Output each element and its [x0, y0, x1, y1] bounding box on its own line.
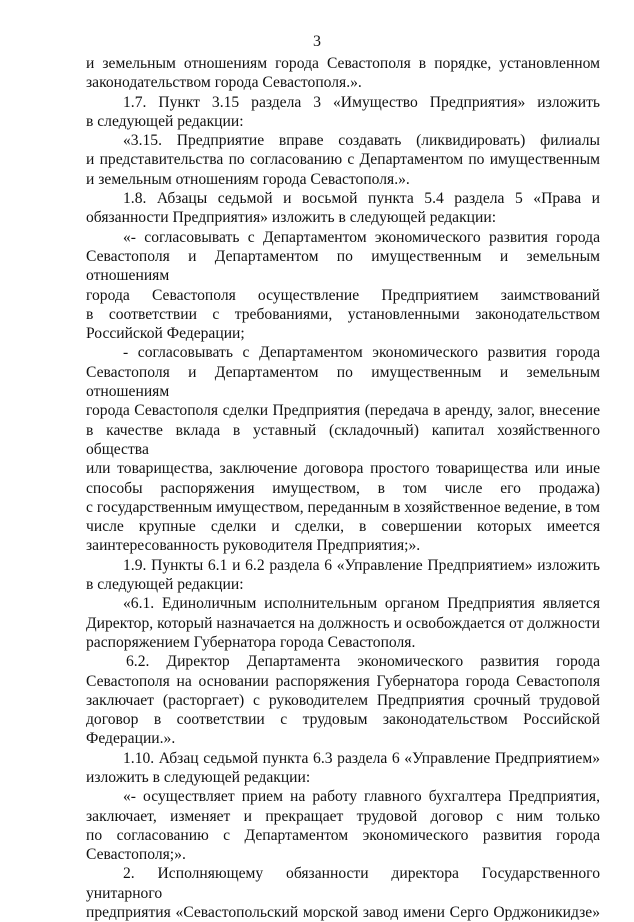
- text-line: Севастополя и Департаментом по имущественным и земельным отношениям: [86, 247, 600, 285]
- text-line: 1.10. Абзац седьмой пункта 6.3 раздела 6 «Управление Предприятием»: [123, 749, 600, 767]
- text-line: изложить в следующей редакции:: [86, 768, 311, 786]
- text-line: в соответствии с требованиями, установленными законодательством: [86, 305, 600, 323]
- text-line: и представительства по согласованию с Департаментом по имущественным: [86, 151, 600, 169]
- text-line: Севастополя на основании распоряжения Губернатора города Севастополя: [86, 672, 600, 690]
- text-line: обязанности Предприятия» изложить в следующей редакции:: [86, 209, 497, 227]
- text-line: способы распоряжения имуществом, в том числе его продажа): [86, 479, 600, 497]
- text-line: 6.2. Директор Департамента экономического развития города: [126, 653, 600, 671]
- text-line: города Севастополя осуществление Предприятием заимствований: [86, 286, 600, 304]
- text-line: города Севастополя сделки Предприятия (передача в аренду, залог, внесение: [86, 402, 600, 420]
- text-line: Российской Федерации;: [86, 325, 245, 343]
- text-line: «6.1. Единоличным исполнительным органом Предприятия является: [123, 595, 600, 613]
- text-line: по согласованию с Департаментом экономического развития города: [86, 826, 600, 844]
- text-line: 1.9. Пункты 6.1 и 6.2 раздела 6 «Управление Предприятием» изложить: [123, 556, 600, 574]
- text-line: Севастополя и Департаментом по имущественным и земельным отношениям: [86, 363, 600, 401]
- document-body: [86, 54, 600, 922]
- text-line: предприятия «Севастопольский морской завод имени Серго Орджоникидзе»: [86, 904, 600, 922]
- text-line: - согласовывать с Департаментом экономического развития города: [123, 344, 600, 362]
- text-line: числе крупные сделки и сделки, в совершении которых имеется: [86, 518, 600, 536]
- text-line: и земельным отношениям города Севастополя.».: [86, 170, 410, 188]
- text-line: или товарищества, заключение договора простого товарищества или иные: [86, 460, 600, 478]
- text-line: распоряжением Губернатора города Севастополя.: [86, 633, 416, 651]
- text-line: «- осуществляет прием на работу главного бухгалтера Предприятия,: [123, 788, 600, 806]
- text-line: «3.15. Предприятие вправе создавать (ликвидировать) филиалы: [123, 132, 600, 150]
- text-line: Севастополя;».: [86, 846, 186, 864]
- text-line: заключает, изменяет и прекращает трудовой договор с ним только: [86, 807, 600, 825]
- text-line: Федерации.».: [86, 730, 176, 748]
- text-line: в качестве вклада в уставный (складочный) капитал хозяйственного общества: [86, 421, 600, 458]
- text-line: договор в соответствии с трудовым законодательством Российской: [86, 711, 600, 729]
- text-line: и земельным отношениям города Севастополя в порядке, установленном: [86, 55, 600, 72]
- text-line: 1.8. Абзацы седьмой и восьмой пункта 5.4 раздела 5 «Права и: [123, 190, 600, 208]
- text-line: в следующей редакции:: [86, 112, 244, 130]
- text-line: законодательством города Севастополя.».: [86, 74, 362, 92]
- text-line: «- согласовывать с Департаментом экономического развития города: [123, 228, 600, 246]
- text-line: Директор, который назначается на должность и освобождается от должности: [86, 614, 600, 632]
- text-line: заключает (расторгает) с руководителем Предприятия срочный трудовой: [86, 691, 600, 709]
- text-line: в следующей редакции:: [86, 576, 244, 594]
- text-line: 1.7. Пункт 3.15 раздела 3 «Имущество Предприятия» изложить: [123, 93, 600, 111]
- page-number: 3: [313, 33, 321, 50]
- text-line: заинтересованность руководителя Предприятия;».: [86, 537, 421, 555]
- text-line: 2. Исполняющему обязанности директора Государственного унитарного: [86, 865, 600, 902]
- text-line: с государственным имуществом, переданным в хозяйственное ведение, в том: [86, 498, 600, 516]
